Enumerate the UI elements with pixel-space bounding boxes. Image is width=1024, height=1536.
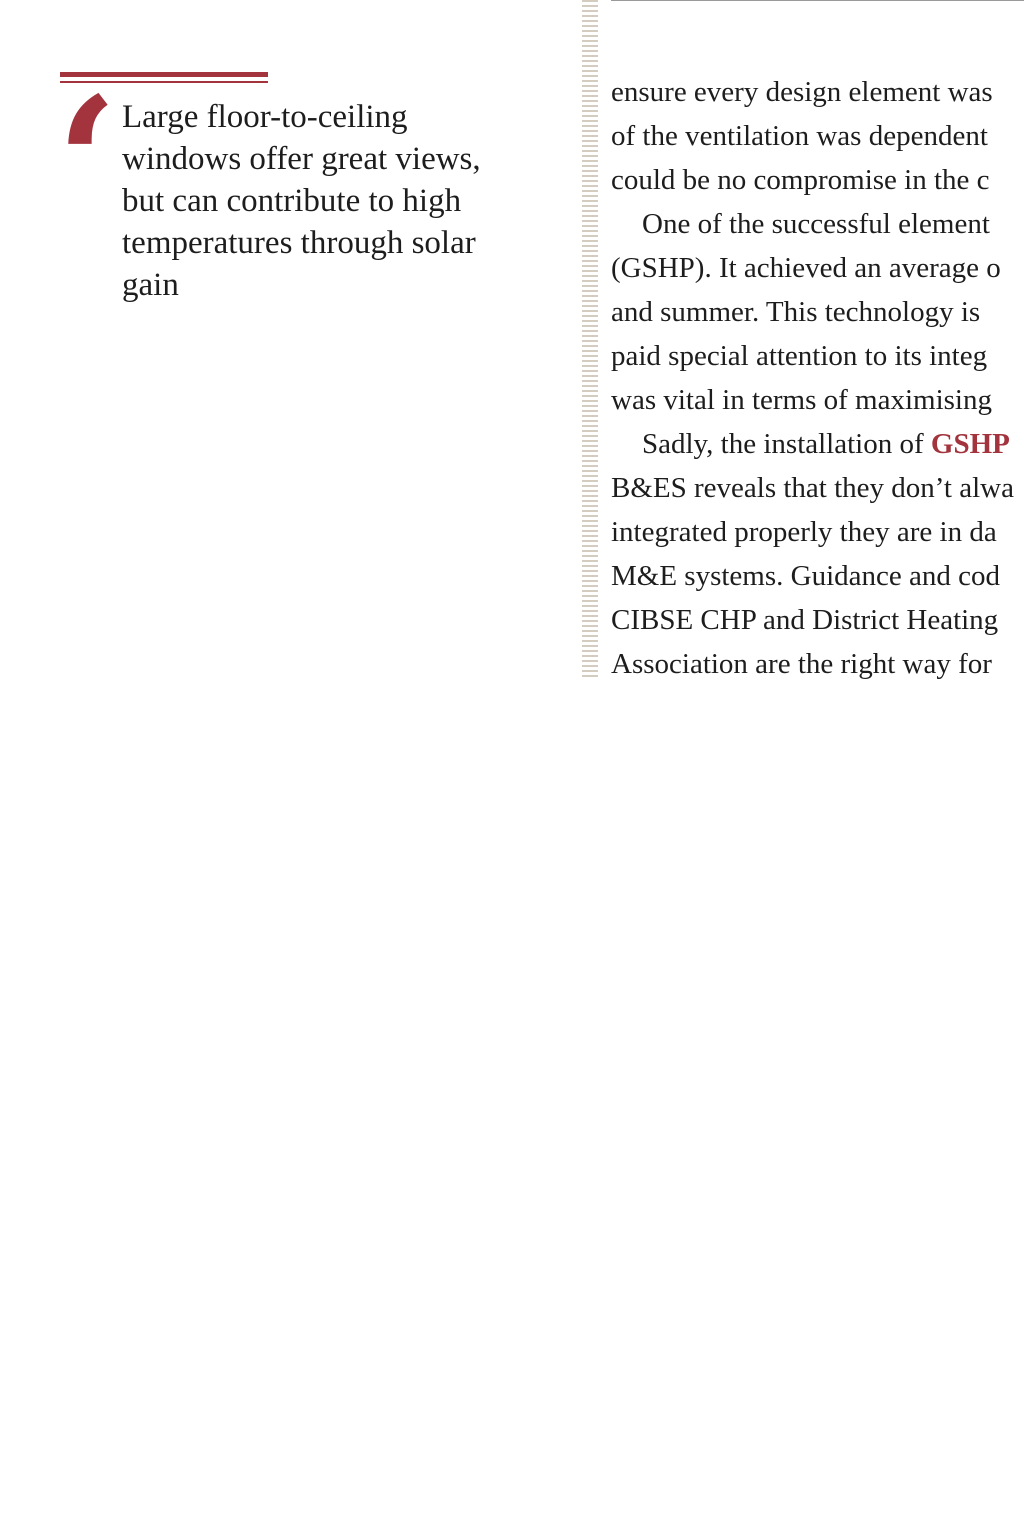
body-line: could be no compromise in the c [611, 164, 990, 196]
body-line: One of the successful element [642, 208, 990, 240]
body-line: of the ventilation was dependent [611, 120, 988, 152]
pull-quote-text: Large floor-to-ceiling windows offer great views, but can contribute to high temperatures through solar gain [122, 99, 481, 303]
body-line: (GSHP). It achieved an average o [611, 252, 1001, 284]
body-line: and summer. This technology is [611, 296, 981, 328]
body-line: integrated properly they are in da [611, 516, 997, 548]
body-line: CIBSE CHP and District Heating [611, 604, 999, 636]
body-line: was vital in terms of maximising [611, 384, 992, 416]
quote-mark-icon: ‘ [56, 58, 118, 267]
column-top-rule [611, 0, 1024, 1]
gshp-highlight: GSHP [930, 428, 1010, 460]
body-line: Association are the right way for [611, 648, 992, 680]
column-divider [582, 0, 598, 678]
body-line: M&E systems. Guidance and cod [611, 560, 1001, 592]
body-line-sadly [611, 422, 1024, 466]
pull-quote [56, 58, 500, 303]
body-line: ensure every design element was [611, 76, 993, 108]
article-body [611, 70, 1024, 686]
body-line: paid special attention to its integ [611, 340, 988, 372]
body-line: B&ES reveals that they don’t alwa [611, 472, 1014, 504]
sadly-prefix: Sadly, the installation of [642, 428, 931, 460]
